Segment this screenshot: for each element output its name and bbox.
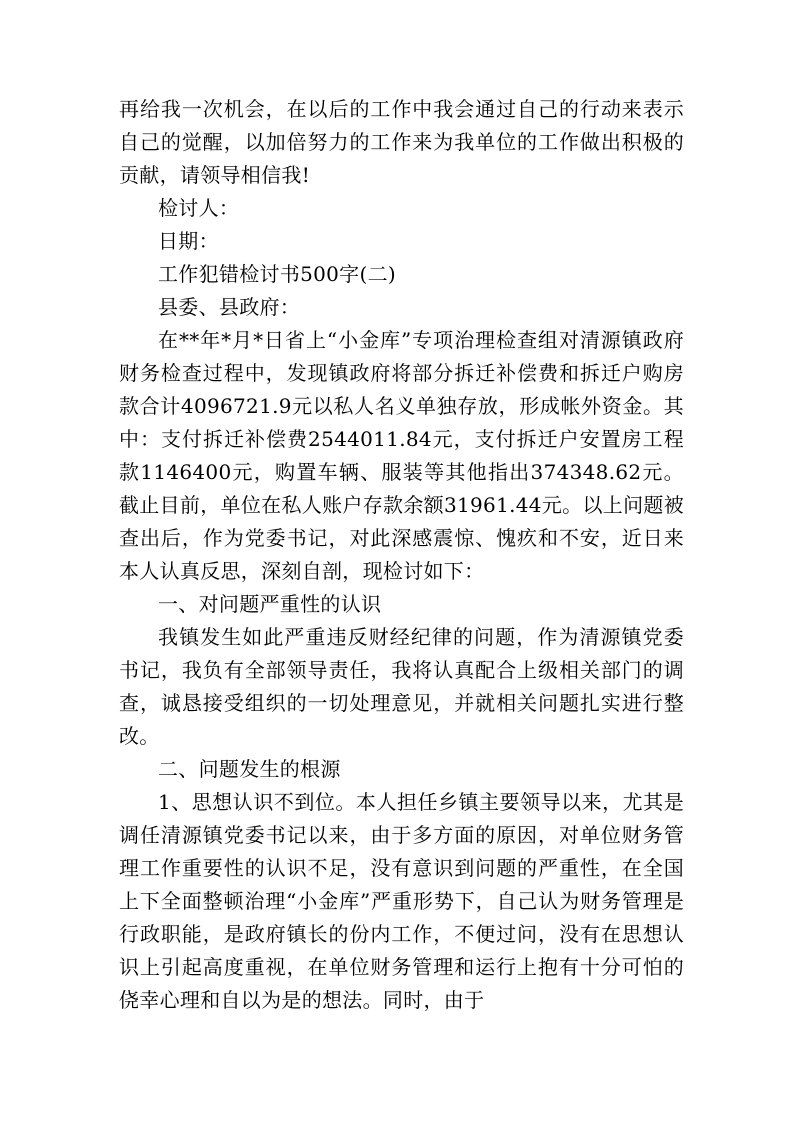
document-page: [119, 93, 684, 1017]
document-title: 工作犯错检讨书500字(二): [158, 262, 396, 286]
section-heading-2: 二、问题发生的根源: [158, 757, 341, 781]
paragraph-body-2: 我镇发生如此严重违反财经纪律的问题，作为清源镇党委书记，我负有全部领导责任，我将认真配合上级相关部门的调查，诚恳接受组织的一切处理意见，并就相关问题扎实进行整改。: [119, 625, 684, 748]
section-heading-1: 一、对问题严重性的认识: [158, 592, 382, 616]
date-line: 日期：: [158, 229, 219, 253]
recipient-line: 县委、县政府：: [158, 295, 301, 319]
paragraph-intro: 再给我一次机会，在以后的工作中我会通过自己的行动来表示自己的觉醒，以加倍努力的工作来为我单位的工作做出积极的贡献，请领导相信我!: [119, 97, 684, 187]
paragraph-body-1: 在**年*月*日省上“小金库”专项治理检查组对清源镇政府财务检查过程中，发现镇政府将部分拆迁补偿费和拆迁户购房款合计4096721.9元以私人名义单独存放，形成帐外资金。其中：支付拆迁补偿费2544011.84元，支付拆迁户安置房工程款1146400元，购置车辆、服装等其他指出374348.62元。截止目前，单位在私人账户存款余额31961.44元。以上问题被查出后，作为党委书记，对此深感震惊、愧疚和不安，近日来本人认真反思，深刻自剖，现检讨如下：: [119, 328, 684, 583]
signer-line: 检讨人：: [158, 196, 240, 220]
paragraph-body-3: 1、思想认识不到位。本人担任乡镇主要领导以来，尤其是调任清源镇党委书记以来，由于多方面的原因，对单位财务管理工作重要性的认识不足，没有意识到问题的严重性，在全国上下全面整顿治理“小金库”严重形势下，自己认为财务管理是行政职能，是政府镇长的份内工作，不便过问，没有在思想认识上引起高度重视，在单位财务管理和运行上抱有十分可怕的侥幸心理和自以为是的想法。同时，由于: [119, 790, 684, 1012]
